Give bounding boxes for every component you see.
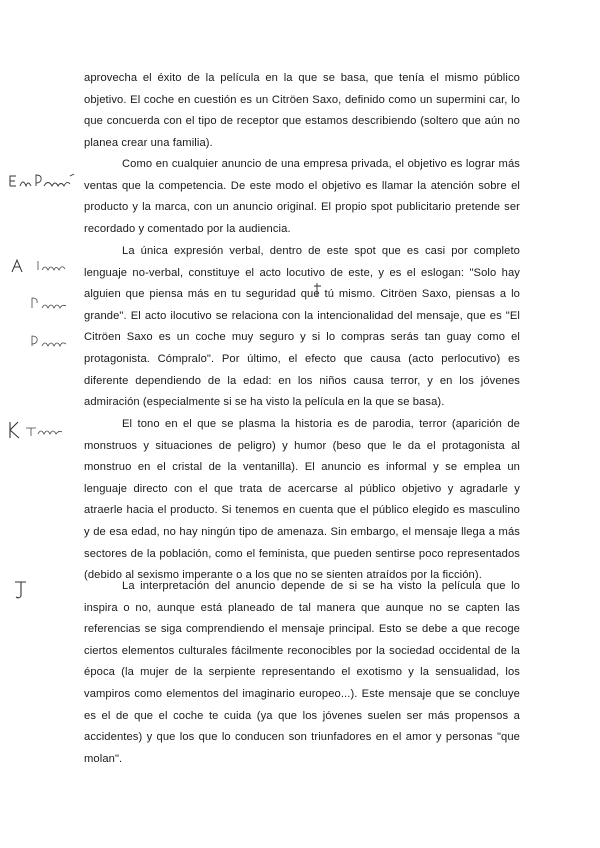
handwritten-annotation-1	[8, 170, 78, 192]
paragraph-2-text: Como en cualquier anuncio de una empresa privada, el objetivo es lograr más ventas que la competencia. De este modo el objetivo es llamar la atención sobre el producto y la marca, con un anuncio original. El propio spot publicitario pretende ser recordado y comentado por la audiencia.	[84, 158, 520, 235]
paragraph-4	[84, 414, 520, 587]
handwritten-annotation-3	[6, 420, 72, 442]
paragraph-4-text: El tono en el que se plasma la historia es de parodia, terror (aparición de monstruos y situaciones de peligro) y humor (beso que le da el protagonista al monstruo en el cristal de la ventanilla). El anuncio es informal y se emplea un lenguaje directo con el que trata de acercarse al público objetivo y agradarle y atraerle hacia el producto. Si tenemos en cuenta que el público elegido es masculino y de esa edad, no hay ningún tipo de amenaza. Sin embargo, el mensaje llega a más sectores de la población, como el feminista, que pueden sentirse poco representados (debido al sexismo imperante o a los que no se sienten atraídos por la ficción).	[84, 418, 520, 582]
handwritten-annotation-2	[10, 258, 82, 358]
handwritten-annotation-4	[12, 578, 32, 600]
paragraph-1-text: aprovecha el éxito de la película en la que se basa, que tenía el mismo público objetivo. El coche en cuestión es un Citröen Saxo, definido como un supermini car, lo que concuerda con el tipo de receptor que estamos describiendo (soltero que aún no planea crear una familia).	[84, 72, 520, 149]
paragraph-2	[84, 154, 520, 240]
pen-mark	[312, 282, 324, 298]
paragraph-5	[84, 576, 520, 770]
paragraph-1	[84, 68, 520, 154]
paragraph-3-text: La única expresión verbal, dentro de este spot que es casi por completo lenguaje no-verbal, constituye el acto locutivo de este, y es el eslogan: "Solo hay alguien que piensa más en tu seguridad que tú mismo. Citröen Saxo, piensas a lo grande". El acto ilocutivo se relaciona con la intencionalidad del mensaje, que es "El Citröen Saxo es un coche muy seguro y si lo compras serás tan guay como el protagonista. Cómpralo". Por último, el efecto que causa (acto perlocutivo) es diferente dependiendo de la edad: en los niños causa terror, y en los jóvenes admiración (especialmente si se ha visto la película en la que se basa).	[84, 245, 520, 409]
paragraph-3	[84, 241, 520, 414]
paragraph-5-text: La interpretación del anuncio depende de si se ha visto la película que lo inspira o no, aunque está planeado de tal manera que aunque no se capten las referencias se siga comprendiendo el mensaje principal. Esto se debe a que recoge ciertos elementos culturales fácilmente reconocibles por la sociedad occidental de la época (la mujer de la serpiente representando el exotismo y la sensualidad, los vampiros como elementos del imaginario europeo...). Este mensaje que se concluye es el de que el coche te cuida (ya que los jóvenes suelen ser más propensos a accidentes) y que los que lo conducen son triunfadores en el amor y personas "que molan".	[84, 580, 520, 765]
